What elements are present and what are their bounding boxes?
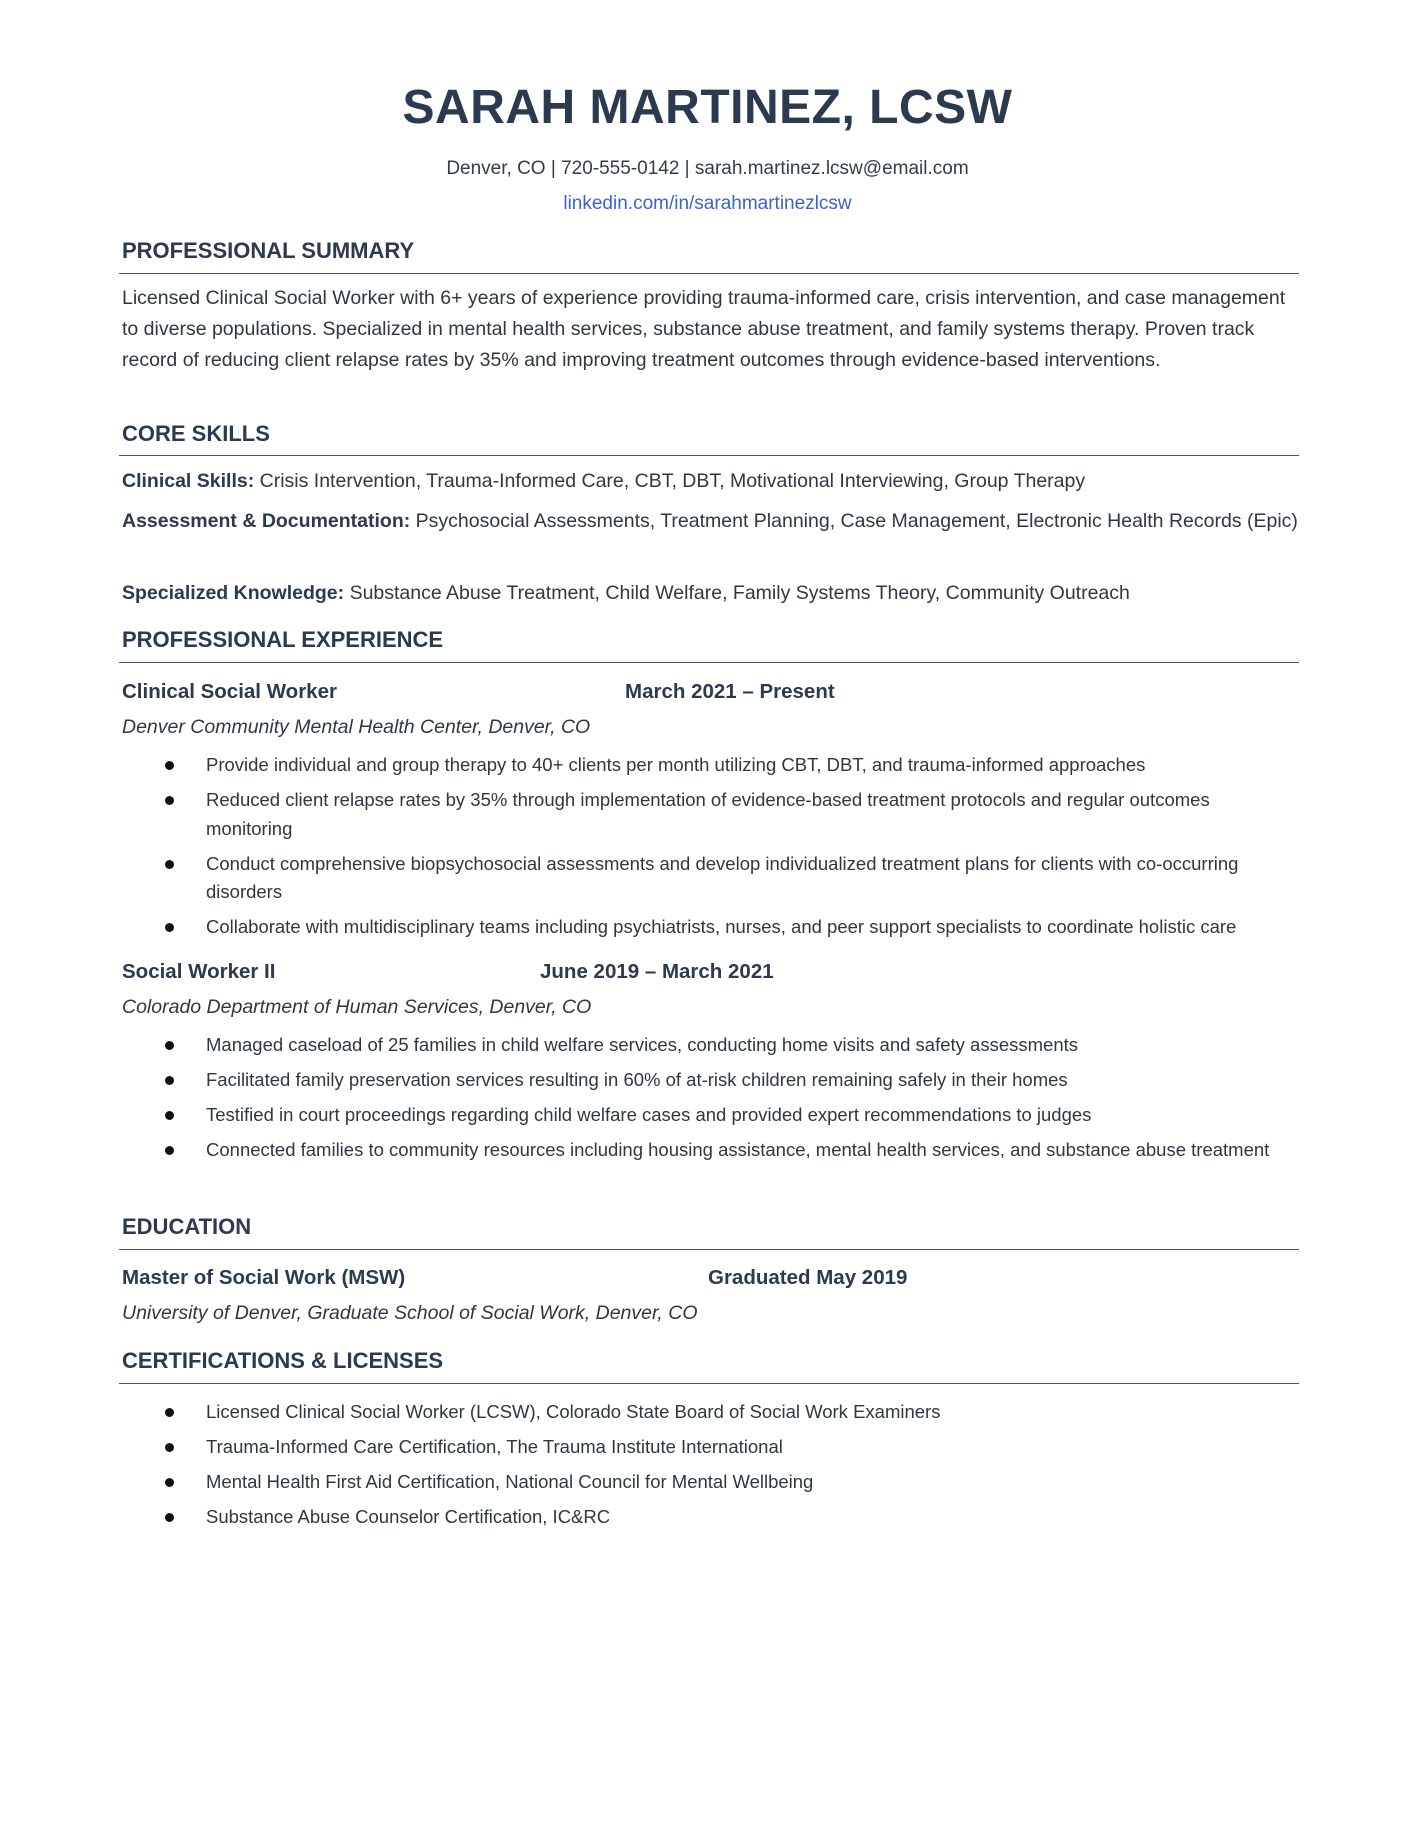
job-organization: Denver Community Mental Health Center, Denver, CO [122,716,591,738]
certification-list [122,1398,1298,1538]
section-heading-certifications: CERTIFICATIONS & LICENSES [122,1348,444,1373]
skill-value: Crisis Intervention, Trauma-Informed Care, CBT, DBT, Motivational Interviewing, Group Therapy [259,470,1086,492]
bullet-text: Connected families to community resources including housing assistance, mental health services, and substance abuse treatment [206,1139,1270,1160]
bullet-text: Collaborate with multidisciplinary teams including psychiatrists, nurses, and peer support specialists to coordinate holistic care [206,916,1237,937]
job-bullets [122,751,1298,948]
bullet-dot [165,1146,174,1155]
graduation-date: Graduated May 2019 [708,1266,908,1289]
list-item [122,1136,1298,1165]
bullet-dot [165,860,174,869]
bullet-text: Testified in court proceedings regarding child welfare cases and provided expert recommendations to judges [206,1104,1092,1125]
list-item [122,786,1298,843]
bullet-text: Provide individual and group therapy to 40+ clients per month utilizing CBT, DBT, and trauma-informed approaches [206,754,1146,775]
bullet-text: Facilitated family preservation services resulting in 60% of at-risk children remaining safely in their homes [206,1069,1068,1090]
bullet-dot [165,1041,174,1050]
bullet-text: Managed caseload of 25 families in child welfare services, conducting home visits and safety assessments [206,1034,1078,1055]
certification-text: Mental Health First Aid Certification, National Council for Mental Wellbeing [206,1471,814,1492]
list-item [122,1433,1298,1462]
list-item [122,1468,1298,1497]
bullet-dot [165,923,174,932]
list-item [122,1503,1298,1532]
skill-value: Psychosocial Assessments, Treatment Planning, Case Management, Electronic Health Records (Epic) [415,510,1298,532]
list-item [122,913,1298,942]
list-item [122,1398,1298,1427]
bullet-text: Reduced client relapse rates by 35% through implementation of evidence-based treatment protocols and regular outcomes monitoring [206,789,1210,839]
certification-text: Substance Abuse Counselor Certification, IC&RC [206,1506,611,1527]
degree-title: Master of Social Work (MSW) [122,1266,406,1289]
section-heading-summary: PROFESSIONAL SUMMARY [122,238,415,263]
bullet-dot [165,1478,174,1487]
section-divider [119,273,1299,274]
bullet-dot [165,796,174,805]
summary-text: Licensed Clinical Social Worker with 6+ years of experience providing trauma-informed care, crisis intervention, and case management to diverse populations. Specialized in mental health services, substance abuse treatment, and family systems therapy. Proven track record of reducing client relapse rates by 35% and improving treatment outcomes through evidence-based interventions. [122,287,1286,371]
school-name: University of Denver, Graduate School of Social Work, Denver, CO [122,1302,698,1324]
job-title: Social Worker II [122,960,276,983]
job-dates: March 2021 – Present [625,680,835,703]
list-item [122,850,1298,907]
bullet-dot [165,1111,174,1120]
bullet-text: Conduct comprehensive biopsychosocial assessments and develop individualized treatment plans for clients with co-occurring disorders [206,852,1239,902]
bullet-dot [165,1408,174,1417]
contact-line: Denver, CO | 720-555-0142 | sarah.martinez.lcsw@email.com [446,158,969,179]
certification-text: Trauma-Informed Care Certification, The Trauma Institute International [206,1436,783,1457]
bullet-dot [165,1076,174,1085]
section-divider [119,455,1299,456]
section-heading-education: EDUCATION [122,1214,252,1239]
skill-line-clinical [122,465,1298,497]
skill-value: Substance Abuse Treatment, Child Welfare, Family Systems Theory, Community Outreach [349,582,1130,604]
bullet-dot [165,761,174,770]
section-heading-experience: PROFESSIONAL EXPERIENCE [122,627,444,652]
skill-label: Assessment & Documentation: [122,510,411,532]
list-item [122,1066,1298,1095]
list-item [122,751,1298,780]
job-bullets [122,1031,1298,1171]
skill-label: Specialized Knowledge: [122,582,345,604]
candidate-name: SARAH MARTINEZ, LCSW [402,81,1013,134]
job-organization: Colorado Department of Human Services, Denver, CO [122,996,592,1018]
certification-text: Licensed Clinical Social Worker (LCSW), Colorado State Board of Social Work Examiners [206,1401,941,1422]
skill-label: Clinical Skills: [122,470,255,492]
list-item [122,1101,1298,1130]
skill-line-specialized [122,577,1298,609]
section-heading-skills: CORE SKILLS [122,421,270,446]
list-item [122,1031,1298,1060]
section-divider [119,1383,1299,1384]
linkedin-link[interactable]: linkedin.com/in/sarahmartinezlcsw [563,193,852,214]
job-title: Clinical Social Worker [122,680,337,703]
section-divider [119,1249,1299,1250]
job-dates: June 2019 – March 2021 [540,960,774,983]
bullet-dot [165,1443,174,1452]
bullet-dot [165,1513,174,1522]
skill-line-assessment [122,505,1298,537]
section-divider [119,662,1299,663]
